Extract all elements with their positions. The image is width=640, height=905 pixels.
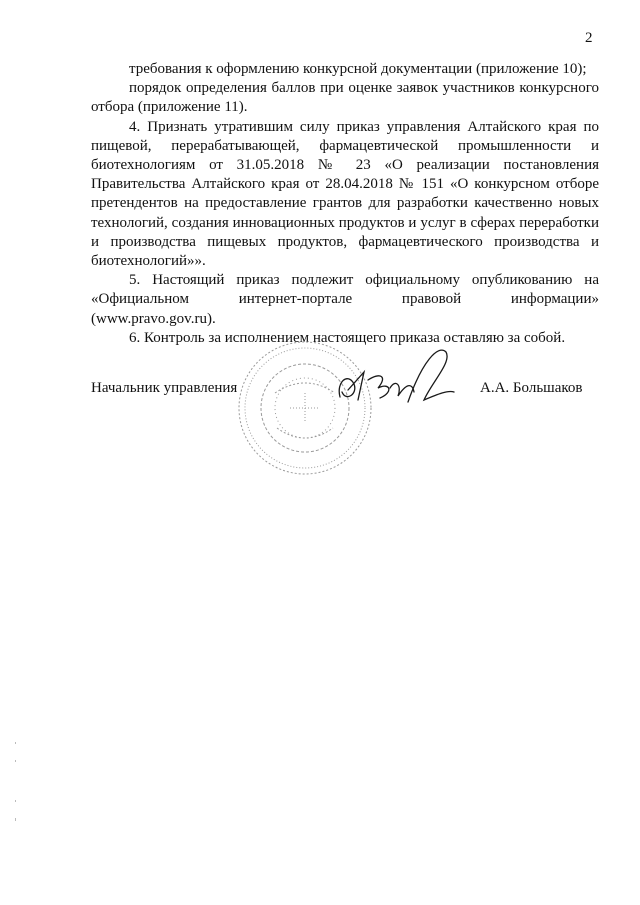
signatory-position-title: Начальник управления — [91, 380, 238, 396]
paragraph-requirements: требования к оформлению конкурсной документации (приложение 10); — [129, 61, 587, 77]
paragraph-item-5: 5. Настоящий приказ подлежит официальному опубликованию на «Официальном интернет-портале правовой информации» — [91, 272, 599, 308]
document-body — [91, 60, 599, 348]
paragraph-item-6: 6. Контроль за исполнением настоящего приказа оставляю за собой. — [129, 329, 566, 346]
signatory-name: А.А. Большаков — [480, 380, 583, 396]
handwritten-signature — [328, 342, 458, 412]
paragraph-item-5-url: (www.pravo.gov.ru). — [91, 310, 216, 327]
paragraph-scoring: порядок определения баллов при оценке заявок участников конкурсного отбора (приложение 11). — [91, 80, 599, 116]
paragraph-item-4: 4. Признать утратившим силу приказ управления Алтайского края по пищевой, перерабатывающей, фармацевтической промышленности и биотехнологиям от 31.05.2018 № 23 «О реализации постановления Правительства Алтайского края от 28.04.2018 № 151 «О конкурсном отборе претендентов на предоставление грантов для разработки качественно новых технологий, создания инновационных продуктов и услуг в сферах переработки и производства пищевых продуктов, фармацевтического производства и биотехнологий»». — [91, 118, 599, 270]
margin-scan-marks — [14, 740, 18, 840]
signature-block — [0, 338, 640, 478]
page-number: 2 — [585, 30, 593, 46]
